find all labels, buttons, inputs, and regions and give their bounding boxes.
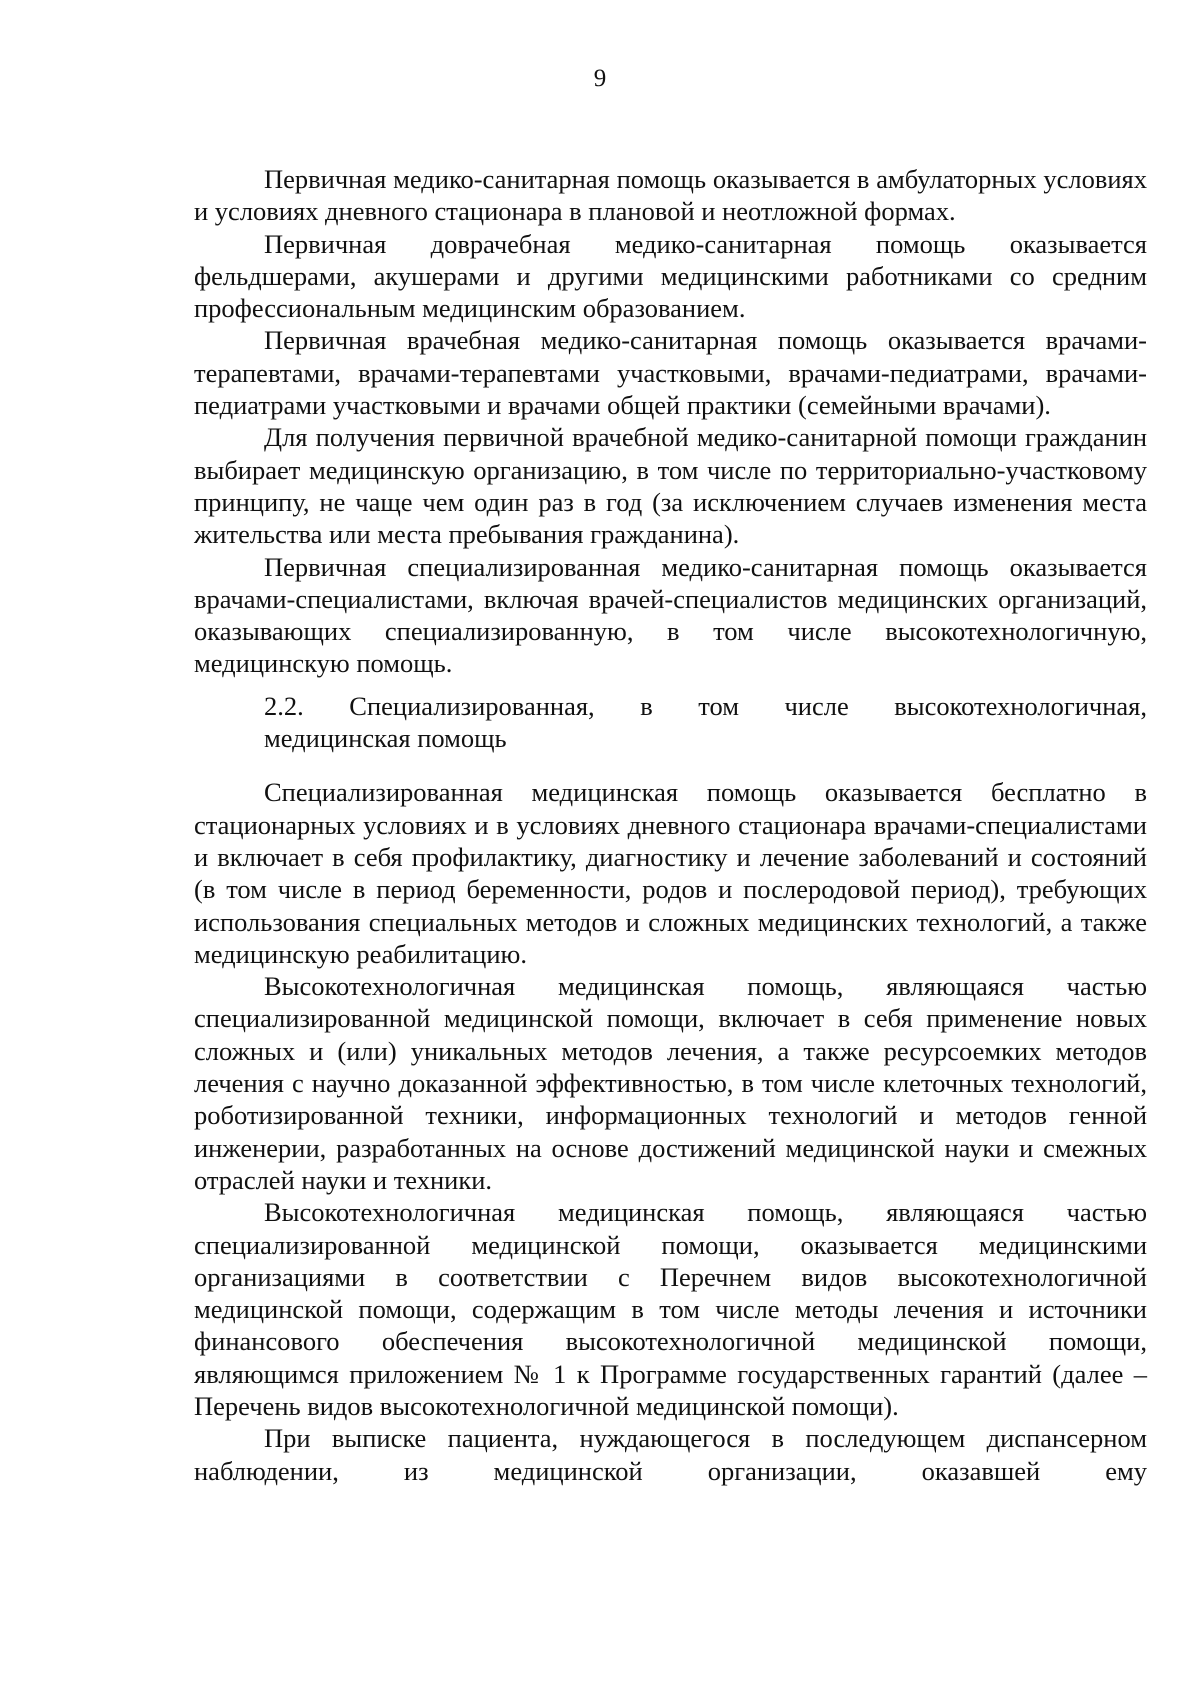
section-heading-word: числе	[784, 690, 849, 721]
section-heading-line2: медицинская помощь	[264, 723, 507, 754]
paragraph-choosing-organization: Для получения первичной врачебной медико-санитарной помощи гражданин выбирает медицинскую организацию, в том числе по территориально-участковому принципу, не чаще чем один раз в год (за исключением случаев изменения места жительства или места пребывания гражданина).	[194, 422, 1147, 550]
page-number: 9	[593, 65, 607, 92]
section-heading	[194, 690, 1147, 755]
section-heading-word: Специализированная,	[349, 690, 595, 721]
document-body	[194, 163, 1147, 1487]
section-heading-word: том	[698, 690, 739, 721]
section-heading-word: высокотехнологичная,	[894, 690, 1147, 721]
paragraph-specialized-primary-care: Первичная специализированная медико-санитарная помощь оказывается врачами-специалистами, включая врачей-специалистов медицинских организаций, оказывающих специализированную, в том числе высокотехнологичную, медицинскую помощь.	[194, 551, 1147, 679]
paragraph-high-tech-provision: Высокотехнологичная медицинская помощь, являющаяся частью специализированной медицинской помощи, оказывается медицинскими организациями в соответствии с Перечнем видов высокотехнологичной медицинской помощи, содержащим в том числе методы лечения и источники финансового обеспечения высокотехнологичной медицинской помощи, являющимся приложением № 1 к Программе государственных гарантий (далее – Перечень видов высокотехнологичной медицинской помощи).	[194, 1197, 1147, 1421]
paragraph-discharge: При выписке пациента, нуждающегося в последующем диспансерном наблюдении, из медицинской организации, оказавшей ему	[194, 1423, 1147, 1486]
section-number: 2.2.	[264, 690, 304, 721]
paragraph-specialized-care: Специализированная медицинская помощь оказывается бесплатно в стационарных условиях и в условиях дневного стационара врачами-специалистами и включает в себя профилактику, диагностику и лечение заболеваний и состояний (в том числе в период беременности, родов и послеродовой период), требующих использования специальных методов и сложных медицинских технологий, а также медицинскую реабилитацию.	[194, 777, 1147, 969]
paragraph-pre-physician-care: Первичная доврачебная медико-санитарная помощь оказывается фельдшерами, акушерами и другими медицинскими работниками со средним профессиональным медицинским образованием.	[194, 228, 1147, 324]
paragraph-primary-care: Первичная медико-санитарная помощь оказывается в амбулаторных условиях и условиях дневного стационара в плановой и неотложной формах.	[194, 164, 1147, 227]
paragraph-physician-care: Первичная врачебная медико-санитарная помощь оказывается врачами-терапевтами, врачами-терапевтами участковыми, врачами-педиатрами, врачами-педиатрами участковыми и врачами общей практики (семейными врачами).	[194, 325, 1147, 421]
section-heading-line1	[264, 690, 1147, 722]
paragraph-high-tech-definition: Высокотехнологичная медицинская помощь, являющаяся частью специализированной медицинской помощи, включает в себя применение новых сложных и (или) уникальных методов лечения, а также ресурсоемких методов лечения с научно доказанной эффективностью, в том числе клеточных технологий, роботизированной техники, информационных технологий и методов генной инженерии, разработанных на основе достижений медицинской науки и смежных отраслей науки и техники.	[194, 971, 1147, 1195]
section-heading-word: в	[640, 690, 653, 721]
